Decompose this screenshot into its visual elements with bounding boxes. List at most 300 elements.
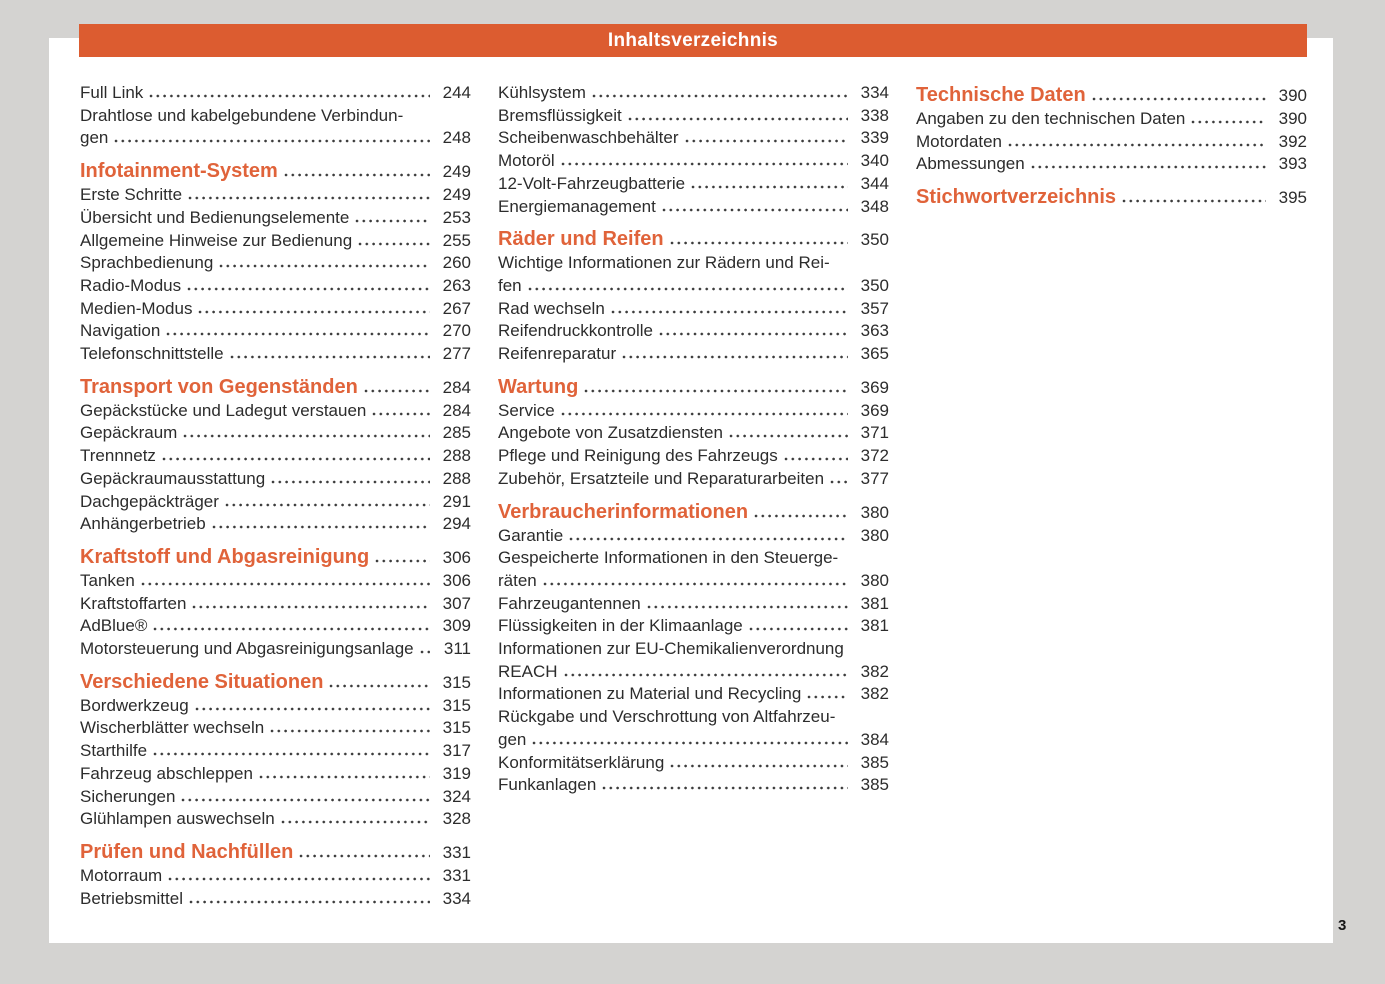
dot-leader xyxy=(149,94,430,98)
toc-page-number: 340 xyxy=(860,151,889,171)
toc-item-label: Motoröl xyxy=(498,151,555,171)
toc-columns xyxy=(80,82,1307,910)
toc-page-number: 377 xyxy=(860,468,889,488)
toc-item xyxy=(498,525,889,548)
toc-page-number: 385 xyxy=(860,752,889,772)
dot-leader xyxy=(195,707,430,711)
toc-section-heading xyxy=(916,82,1307,108)
toc-item-label: Stichwortverzeichnis xyxy=(916,186,1117,209)
toc-item xyxy=(80,105,471,150)
toc-item xyxy=(498,445,889,468)
toc-page-number: 357 xyxy=(860,298,889,318)
toc-item-label: Technische Daten xyxy=(916,84,1086,106)
toc-entry-row xyxy=(498,499,889,525)
dot-leader xyxy=(225,503,430,507)
toc-page-number: 380 xyxy=(860,502,889,522)
toc-item-label: Zubehör, Ersatzteile und Reparaturarbeiten xyxy=(498,468,825,488)
toc-page-number: 348 xyxy=(860,196,889,216)
dot-leader xyxy=(230,355,430,359)
toc-entry-row xyxy=(498,445,889,468)
toc-item-label: AdBlue® xyxy=(80,616,148,636)
toc-item xyxy=(80,593,471,616)
toc-item-label: Angebote von Zusatzdiensten xyxy=(498,423,723,443)
toc-page-number: 248 xyxy=(442,128,471,148)
toc-entry-row xyxy=(80,230,471,253)
toc-entry-row xyxy=(80,570,471,593)
dot-leader xyxy=(358,242,430,246)
toc-item xyxy=(80,808,471,831)
dot-leader xyxy=(114,139,430,143)
dot-leader xyxy=(153,752,430,756)
toc-item xyxy=(498,400,889,423)
dot-leader xyxy=(372,412,430,416)
toc-item-label: Bordwerkzeug xyxy=(80,695,189,715)
toc-item xyxy=(80,865,471,888)
toc-entry-row xyxy=(498,729,889,752)
toc-item xyxy=(498,343,889,366)
toc-entry-row xyxy=(80,888,471,911)
toc-item xyxy=(80,445,471,468)
toc-page-number: 267 xyxy=(442,298,471,318)
toc-page-number: 284 xyxy=(442,377,471,397)
dot-leader xyxy=(192,605,430,609)
toc-entry-row xyxy=(80,669,471,695)
toc-entry-row xyxy=(498,422,889,445)
toc-entry-row xyxy=(498,774,889,797)
toc-item-label: Gepäckraum xyxy=(80,423,178,443)
toc-page-number: 270 xyxy=(442,321,471,341)
toc-item-label: Motordaten xyxy=(916,131,1002,151)
toc-entry-row xyxy=(80,298,471,321)
dot-leader xyxy=(749,627,848,631)
toc-entry-row xyxy=(80,615,471,638)
dot-leader xyxy=(592,94,848,98)
toc-item-label: Betriebsmittel xyxy=(80,888,183,908)
toc-page-number: 363 xyxy=(860,321,889,341)
toc-item-label: Reifendruckkontrolle xyxy=(498,321,653,341)
toc-item-label: gen xyxy=(498,729,527,749)
toc-item-label: Full Link xyxy=(80,83,144,102)
toc-page-number: 315 xyxy=(442,718,471,738)
toc-item xyxy=(80,786,471,809)
toc-entry-row xyxy=(498,226,889,252)
toc-item-label: Kühlsystem xyxy=(498,83,586,102)
toc-item-label: Radio-Modus xyxy=(80,275,182,295)
toc-item-label: Fahrzeugantennen xyxy=(498,593,641,613)
toc-page-number: 369 xyxy=(860,377,889,397)
toc-item-label: Wartung xyxy=(498,375,579,398)
dot-leader xyxy=(162,457,430,461)
dot-leader xyxy=(299,854,430,858)
toc-page-number: 338 xyxy=(860,105,889,125)
dot-leader xyxy=(284,173,430,177)
dot-leader xyxy=(364,389,430,393)
toc-item-label: Scheibenwaschbehälter xyxy=(498,128,679,148)
toc-item-line: Gespeicherte Informationen in den Steuerge- xyxy=(498,548,839,568)
toc-item xyxy=(498,127,889,150)
toc-item-label: Konformitätserklärung xyxy=(498,752,665,772)
toc-item xyxy=(80,230,471,253)
toc-entry-row xyxy=(498,298,889,321)
toc-item-label: Motorraum xyxy=(80,865,163,885)
toc-page-number: 365 xyxy=(860,344,889,364)
toc-item xyxy=(80,184,471,207)
toc-item-label: Anhängerbetrieb xyxy=(80,514,206,534)
dot-leader xyxy=(611,310,848,314)
toc-item-label: Navigation xyxy=(80,321,161,341)
toc-entry-row xyxy=(80,320,471,343)
dot-leader xyxy=(141,582,430,586)
toc-item-label: Sicherungen xyxy=(80,786,176,806)
toc-page-number: 381 xyxy=(860,593,889,613)
toc-page-number: 288 xyxy=(442,446,471,466)
toc-item-label: Pflege und Reinigung des Fahrzeugs xyxy=(498,446,778,466)
toc-item xyxy=(498,150,889,173)
toc-entry-row xyxy=(916,184,1307,210)
toc-item xyxy=(80,740,471,763)
toc-section-heading xyxy=(498,499,889,525)
toc-item xyxy=(80,888,471,911)
toc-item-label: Reifenreparatur xyxy=(498,344,617,364)
toc-item-label: Starthilfe xyxy=(80,741,148,761)
toc-page-number: 285 xyxy=(442,423,471,443)
toc-entry-row xyxy=(498,173,889,196)
toc-item xyxy=(498,196,889,219)
toc-entry-row xyxy=(916,153,1307,176)
toc-item xyxy=(498,82,889,105)
toc-page-number: 260 xyxy=(442,253,471,273)
toc-page-number: 380 xyxy=(860,570,889,590)
toc-item xyxy=(80,343,471,366)
toc-item-label: räten xyxy=(498,570,537,590)
toc-item-label: Motorsteuerung und Abgasreinigungsanlage xyxy=(80,639,414,659)
toc-page-number: 382 xyxy=(860,684,889,704)
dot-leader xyxy=(375,559,430,563)
toc-section-heading xyxy=(498,374,889,400)
toc-item xyxy=(80,275,471,298)
dot-leader xyxy=(187,287,430,291)
toc-item xyxy=(498,422,889,445)
toc-item-label: Prüfen und Nachfüllen xyxy=(80,840,294,863)
toc-entry-row xyxy=(498,275,889,298)
toc-entry-row xyxy=(498,683,889,706)
toc-entry-row xyxy=(80,740,471,763)
toc-section-heading xyxy=(80,544,471,570)
toc-column-2 xyxy=(498,82,889,910)
toc-item xyxy=(498,252,889,297)
dot-leader xyxy=(259,775,430,779)
toc-page-number: 244 xyxy=(442,83,471,102)
toc-item xyxy=(80,207,471,230)
toc-page-number: 315 xyxy=(442,672,471,692)
toc-item xyxy=(80,400,471,423)
toc-page-number: 334 xyxy=(860,83,889,102)
dot-leader xyxy=(628,117,848,121)
toc-item xyxy=(498,173,889,196)
toc-page-number: 334 xyxy=(442,888,471,908)
toc-item-label: Übersicht und Bedienungselemente xyxy=(80,207,350,227)
toc-entry-row xyxy=(80,184,471,207)
toc-section-heading xyxy=(80,669,471,695)
toc-item-line: Wichtige Informationen zur Rädern und Rei- xyxy=(498,253,830,273)
dot-leader xyxy=(166,332,430,336)
toc-page-number: 311 xyxy=(443,639,471,659)
toc-page-number: 306 xyxy=(442,570,471,590)
dot-leader xyxy=(830,480,848,484)
dot-leader xyxy=(1031,165,1266,169)
toc-item-label: Funkanlagen xyxy=(498,775,597,795)
toc-entry-row xyxy=(498,374,889,400)
dot-leader xyxy=(183,434,430,438)
dot-leader xyxy=(355,219,430,223)
toc-item xyxy=(498,593,889,616)
toc-page-number: 291 xyxy=(442,491,471,511)
toc-entry-row xyxy=(80,252,471,275)
toc-item xyxy=(498,615,889,638)
dot-leader xyxy=(1092,97,1266,101)
toc-entry-row xyxy=(498,661,889,684)
toc-entry-row xyxy=(80,374,471,400)
toc-page-number: 253 xyxy=(442,207,471,227)
toc-entry-row xyxy=(80,400,471,423)
toc-item xyxy=(498,320,889,343)
dot-leader xyxy=(662,208,848,212)
toc-item-label: Fahrzeug abschleppen xyxy=(80,763,253,783)
toc-entry-row xyxy=(80,865,471,888)
toc-item xyxy=(80,252,471,275)
dot-leader xyxy=(1191,120,1266,124)
toc-entry-row xyxy=(80,717,471,740)
toc-entry-row xyxy=(498,570,889,593)
dot-leader xyxy=(729,434,848,438)
toc-page-number: 315 xyxy=(442,695,471,715)
dot-leader xyxy=(670,764,848,768)
dot-leader xyxy=(271,480,430,484)
toc-page-number: 255 xyxy=(442,230,471,250)
toc-item-label: Abmessungen xyxy=(916,154,1025,174)
toc-entry-row xyxy=(80,638,471,661)
toc-page-number: 307 xyxy=(442,593,471,613)
toc-page-number: 288 xyxy=(442,468,471,488)
toc-item-label: Energiemanagement xyxy=(498,196,656,216)
toc-page-number: 390 xyxy=(1278,109,1307,128)
toc-item-label: Kraftstoff und Abgasreinigung xyxy=(80,545,370,568)
toc-item-label: 12-Volt-Fahrzeugbatterie xyxy=(498,173,686,193)
toc-entry-row xyxy=(80,786,471,809)
toc-entry-row xyxy=(498,525,889,548)
toc-item-label: Garantie xyxy=(498,525,564,545)
toc-entry-row xyxy=(80,82,471,105)
dot-leader xyxy=(528,287,848,291)
dot-leader xyxy=(219,264,430,268)
toc-item xyxy=(80,695,471,718)
toc-entry-row xyxy=(498,400,889,423)
dot-leader xyxy=(807,695,848,699)
dot-leader xyxy=(543,582,848,586)
toc-entry-row xyxy=(916,82,1307,108)
toc-item xyxy=(80,422,471,445)
dot-leader xyxy=(564,673,848,677)
toc-entry-row xyxy=(498,82,889,105)
toc-item xyxy=(916,108,1307,131)
dot-leader xyxy=(198,310,430,314)
dot-leader xyxy=(188,196,430,200)
toc-column-3 xyxy=(916,82,1307,910)
toc-item-label: Gepäckraumausstattung xyxy=(80,468,266,488)
toc-section-heading xyxy=(80,374,471,400)
toc-column-1 xyxy=(80,82,471,910)
toc-page-number: 350 xyxy=(860,275,889,295)
toc-section-heading xyxy=(80,839,471,865)
toc-entry-row xyxy=(80,839,471,865)
toc-item xyxy=(80,717,471,740)
toc-page-number: 393 xyxy=(1278,154,1307,174)
toc-entry-row xyxy=(80,207,471,230)
toc-page-number: 294 xyxy=(442,514,471,534)
toc-entry-row xyxy=(498,343,889,366)
toc-page-number: 395 xyxy=(1278,188,1307,208)
toc-entry-row xyxy=(498,320,889,343)
toc-entry-row xyxy=(80,695,471,718)
toc-item-label: Erste Schritte xyxy=(80,185,183,205)
toc-item-label: fen xyxy=(498,275,522,295)
toc-entry-row xyxy=(80,445,471,468)
toc-page-number: 372 xyxy=(860,446,889,466)
toc-section-heading xyxy=(498,226,889,252)
toc-item xyxy=(80,320,471,343)
toc-item-label: Verschiedene Situationen xyxy=(80,670,324,693)
toc-entry-row xyxy=(80,593,471,616)
toc-entry-row xyxy=(80,158,471,184)
toc-entry-row xyxy=(498,468,889,491)
toc-page-number: 382 xyxy=(860,661,889,681)
toc-item xyxy=(80,82,471,105)
dot-leader xyxy=(659,332,848,336)
toc-page-number: 392 xyxy=(1278,131,1307,151)
toc-page-number: 328 xyxy=(442,809,471,829)
toc-item-label: Infotainment-System xyxy=(80,160,278,183)
toc-page-number: 384 xyxy=(860,729,889,749)
toc-item-label: Sprachbedienung xyxy=(80,253,214,273)
toc-item xyxy=(80,763,471,786)
toc-item xyxy=(498,683,889,706)
toc-item-label: Dachgepäckträger xyxy=(80,491,219,511)
toc-page-number: 369 xyxy=(860,400,889,420)
toc-entry-row xyxy=(80,343,471,366)
dot-leader xyxy=(685,139,848,143)
dot-leader xyxy=(754,514,848,518)
toc-item-line: Rückgabe und Verschrottung von Altfahrzeu- xyxy=(498,707,836,727)
toc-item xyxy=(80,468,471,491)
dot-leader xyxy=(561,162,848,166)
toc-entry-row xyxy=(80,422,471,445)
toc-item xyxy=(498,547,889,592)
dot-leader xyxy=(270,729,430,733)
dot-leader xyxy=(281,820,430,824)
toc-entry-row xyxy=(916,108,1307,131)
toc-item xyxy=(498,298,889,321)
toc-item-label: Glühlampen auswechseln xyxy=(80,809,275,829)
dot-leader xyxy=(420,650,430,654)
toc-item xyxy=(916,153,1307,176)
toc-item-label: Wischerblätter wechseln xyxy=(80,718,265,738)
toc-item xyxy=(80,570,471,593)
toc-page-number: 284 xyxy=(442,400,471,420)
toc-item-label: Kraftstoffarten xyxy=(80,593,187,613)
toc-item-label: Bremsflüssigkeit xyxy=(498,105,622,125)
toc-entry-row xyxy=(80,763,471,786)
toc-item-label: Angaben zu den technischen Daten xyxy=(916,109,1186,128)
toc-entry-row xyxy=(498,752,889,775)
toc-item-label: Informationen zu Material und Recycling xyxy=(498,684,802,704)
page-title: Inhaltsverzeichnis xyxy=(607,29,779,51)
toc-entry-row xyxy=(498,593,889,616)
dot-leader xyxy=(569,537,848,541)
toc-entry-row xyxy=(916,131,1307,154)
dot-leader xyxy=(784,457,848,461)
manual-page xyxy=(49,29,1333,943)
page-number: 3 xyxy=(1338,917,1347,934)
toc-item-label: Verbraucherinformationen xyxy=(498,500,749,523)
header-bar xyxy=(79,24,1307,57)
toc-item-line: Drahtlose und kabelgebundene Verbindun- xyxy=(80,105,404,125)
toc-section-heading xyxy=(916,184,1307,210)
toc-entry-row xyxy=(498,615,889,638)
toc-entry-row xyxy=(80,275,471,298)
toc-entry-row xyxy=(80,491,471,514)
toc-entry-row xyxy=(80,468,471,491)
toc-item-label: Tanken xyxy=(80,570,135,590)
toc-item-label: REACH xyxy=(498,661,558,681)
toc-page-number: 350 xyxy=(860,230,889,250)
toc-page-number: 371 xyxy=(860,423,889,443)
toc-page-number: 339 xyxy=(860,128,889,148)
dot-leader xyxy=(584,389,848,393)
toc-item xyxy=(498,774,889,797)
toc-item-label: Rad wechseln xyxy=(498,298,605,318)
toc-entry-row xyxy=(498,127,889,150)
toc-item-label: Allgemeine Hinweise zur Bedienung xyxy=(80,230,353,250)
toc-page-number: 309 xyxy=(442,616,471,636)
toc-page-number: 385 xyxy=(860,775,889,795)
dot-leader xyxy=(602,786,848,790)
toc-item xyxy=(498,638,889,683)
dot-leader xyxy=(212,525,430,529)
dot-leader xyxy=(1122,199,1266,203)
dot-leader xyxy=(153,627,430,631)
toc-item xyxy=(916,131,1307,154)
toc-item-line: Informationen zur EU-Chemikalienverordnung xyxy=(498,639,844,659)
toc-page-number: 324 xyxy=(442,786,471,806)
toc-item-label: Gepäckstücke und Ladegut verstauen xyxy=(80,400,367,420)
toc-entry-row xyxy=(80,127,471,150)
toc-page-number: 331 xyxy=(442,842,471,862)
dot-leader xyxy=(181,798,430,802)
dot-leader xyxy=(561,412,848,416)
dot-leader xyxy=(168,877,430,881)
dot-leader xyxy=(189,900,430,904)
dot-leader xyxy=(329,684,430,688)
toc-item xyxy=(80,615,471,638)
toc-entry-row xyxy=(80,513,471,536)
toc-page-number: 381 xyxy=(860,616,889,636)
toc-item-label: Trennnetz xyxy=(80,446,156,466)
toc-item xyxy=(80,513,471,536)
toc-item-label: Medien-Modus xyxy=(80,298,193,318)
toc-item-label: Räder und Reifen xyxy=(498,228,664,251)
toc-entry-row xyxy=(498,105,889,128)
toc-page-number: 317 xyxy=(442,741,471,761)
